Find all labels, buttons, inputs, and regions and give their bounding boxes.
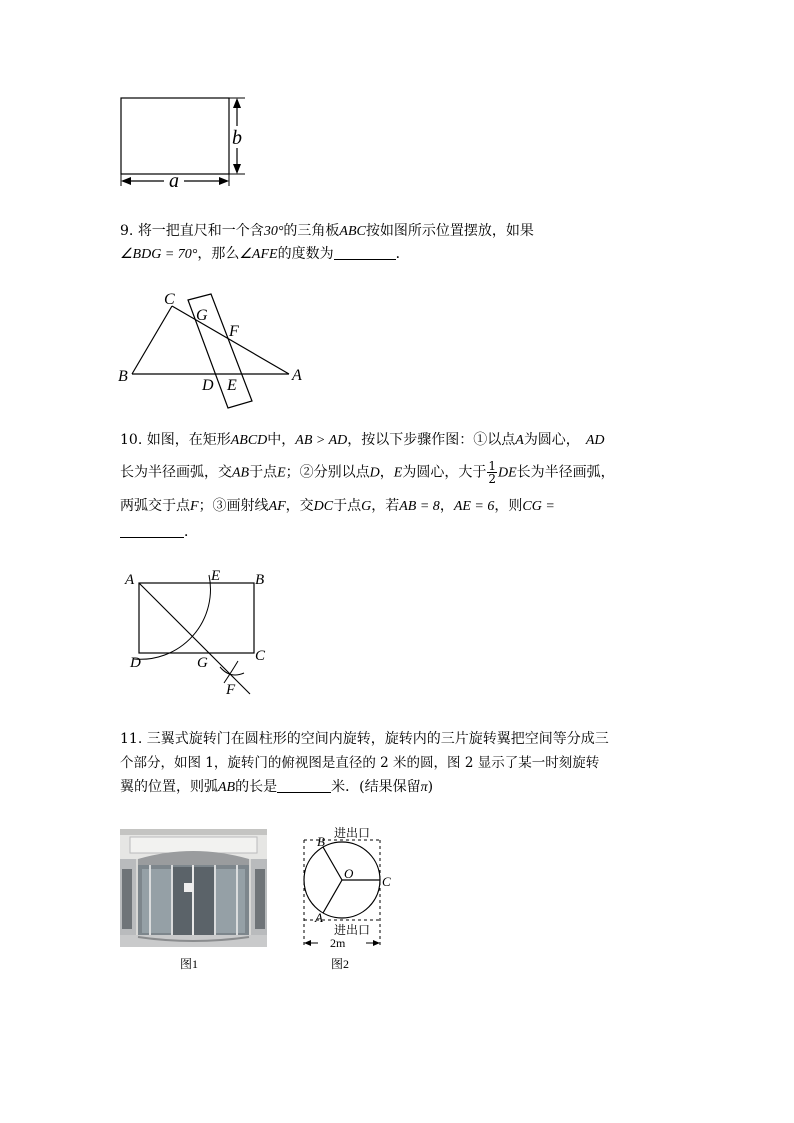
label-C: C — [164, 291, 175, 308]
dimension-label: 2m — [330, 936, 346, 950]
label-E: E — [227, 377, 237, 394]
label-F: F — [226, 682, 236, 698]
entrance-bottom-label: 进出口 — [334, 923, 371, 937]
label-F: F — [229, 323, 239, 340]
q11-line3: 翼的位置，则弧AB的长是 米．(结果保留π) — [120, 779, 434, 795]
rectangle-figure — [112, 88, 252, 192]
fig1-caption: 图1 — [180, 957, 199, 971]
label-A: A — [292, 367, 302, 384]
label-A: A — [315, 910, 323, 925]
q9-line2: ∠BDG = 70°，那么∠AFE的度数为 ． — [120, 246, 410, 262]
label-G: G — [196, 307, 208, 324]
q9-line1: 9. 将一把直尺和一个含30°的三角板ABC按如图所示位置摆放，如果 — [120, 223, 534, 239]
label-C: C — [382, 874, 391, 889]
q10-rectangle-construction-figure — [112, 563, 282, 699]
fraction-half: $\frac{1}{2}$ — [488, 459, 496, 486]
q11-line2: 个部分，如图 1，旋转门的俯视图是直径的 2 米的圆，图 2 显示了某一时刻旋转 — [120, 755, 600, 771]
label-O: O — [344, 866, 354, 881]
fig2-caption: 图2 — [331, 957, 350, 971]
q10-line4: ． — [120, 522, 198, 542]
label-b: b — [232, 127, 242, 149]
entrance-top-label: 进出口 — [334, 826, 371, 840]
q10-line1: 10. 如图，在矩形ABCD中，AB > AD，按以下步骤作图：①以点A为圆心， AD — [120, 432, 605, 448]
q9-triangle-ruler-figure — [112, 284, 312, 410]
q10-line2: 长为半径画弧，交AB于点E；②分别以点D，E为圆心，大于 $\frac{1}{2}$ DE长为半径画弧， — [120, 459, 615, 486]
q11-line1: 11. 三翼式旋转门在圆柱形的空间内旋转，旋转内的三片旋转翼把空间等分成三 — [120, 731, 609, 747]
label-A: A — [125, 572, 135, 588]
label-E: E — [211, 568, 221, 584]
label-D: D — [130, 655, 141, 671]
label-a: a — [169, 170, 179, 192]
answer-blank — [334, 259, 396, 260]
label-B: B — [317, 834, 325, 849]
revolving-door-top-view — [296, 822, 406, 950]
label-C: C — [255, 648, 266, 664]
answer-blank — [277, 792, 331, 793]
label-G: G — [197, 655, 208, 671]
answer-blank — [120, 537, 184, 538]
label-B: B — [255, 572, 265, 588]
label-B: B — [118, 368, 128, 385]
label-D: D — [202, 377, 214, 394]
revolving-door-photo — [120, 829, 267, 947]
q10-line3: 两弧交于点F；③画射线AF，交DC于点G，若AB = 8，AE = 6，则CG = — [120, 498, 555, 514]
